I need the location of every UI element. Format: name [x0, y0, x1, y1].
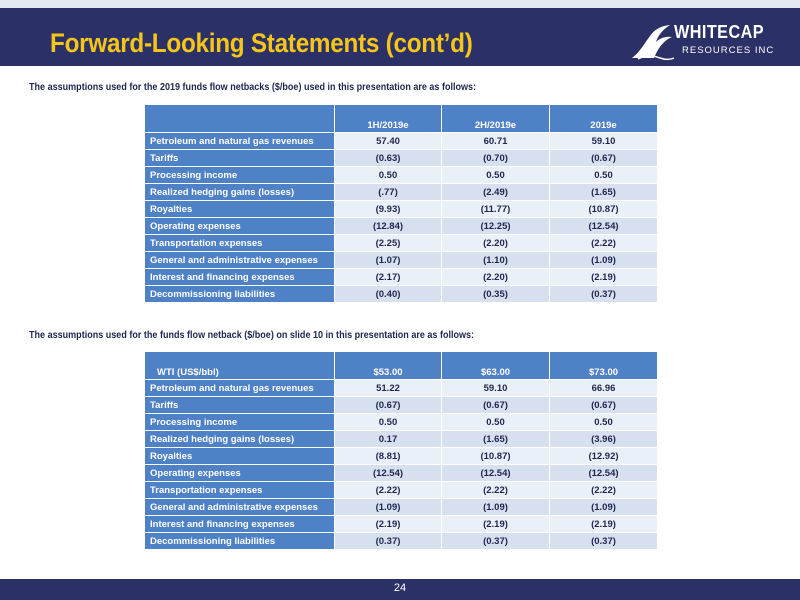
row-label: Interest and financing expenses: [145, 269, 335, 286]
table-row: [145, 516, 658, 533]
value-cell: (0.67): [442, 397, 550, 414]
value-cell: (0.67): [335, 397, 442, 414]
row-label: Processing income: [145, 414, 335, 431]
value-cell: 60.71: [442, 133, 550, 150]
table-row: [145, 184, 658, 201]
whitecap-wave-icon: [630, 22, 676, 62]
table-row: [145, 448, 658, 465]
table2-intro: The assumptions used for the funds flow netback ($/boe) on slide 10 in this presentation are as follows:: [29, 329, 475, 341]
table-row: [145, 252, 658, 269]
value-cell: (12.84): [335, 218, 442, 235]
value-cell: (0.35): [442, 286, 550, 303]
value-cell: (3.96): [550, 431, 658, 448]
row-label: Realized hedging gains (losses): [145, 184, 335, 201]
slide-header: [0, 8, 800, 66]
value-cell: (12.54): [550, 218, 658, 235]
value-cell: (1.65): [442, 431, 550, 448]
row-label: Transportation expenses: [145, 482, 335, 499]
page-number: 24: [393, 582, 407, 594]
table-row: [145, 533, 658, 550]
value-cell: (8.81): [335, 448, 442, 465]
table-row: [145, 286, 658, 303]
header-1h2019e: 1H/2019e: [335, 105, 442, 133]
row-label: General and administrative expenses: [145, 499, 335, 516]
row-label: Transportation expenses: [145, 235, 335, 252]
table-row: [145, 133, 658, 150]
slide-title: Forward-Looking Statements (cont’d): [50, 28, 473, 58]
header-wti-53: $53.00: [335, 352, 442, 380]
value-cell: (10.87): [442, 448, 550, 465]
row-label: Decommissioning liabilities: [145, 286, 335, 303]
row-label: Decommissioning liabilities: [145, 533, 335, 550]
header-2h2019e: 2H/2019e: [442, 105, 550, 133]
value-cell: (1.07): [335, 252, 442, 269]
value-cell: (1.09): [550, 252, 658, 269]
table-row: [145, 465, 658, 482]
logo-subtitle: RESOURCES INC: [682, 45, 775, 56]
table-row: [145, 235, 658, 252]
row-label: Petroleum and natural gas revenues: [145, 380, 335, 397]
header-label-cell: [145, 105, 335, 133]
top-strip: [0, 0, 800, 8]
value-cell: (2.20): [442, 269, 550, 286]
table-row: [145, 167, 658, 184]
value-cell: 0.50: [442, 414, 550, 431]
value-cell: 59.10: [550, 133, 658, 150]
value-cell: (.77): [335, 184, 442, 201]
value-cell: 57.40: [335, 133, 442, 150]
value-cell: (2.22): [335, 482, 442, 499]
table-row: [145, 218, 658, 235]
row-label: Royalties: [145, 448, 335, 465]
value-cell: (2.19): [442, 516, 550, 533]
value-cell: (0.37): [550, 533, 658, 550]
logo-wordmark: WHITECAP: [674, 22, 764, 42]
value-cell: (0.37): [550, 286, 658, 303]
value-cell: (0.67): [550, 150, 658, 167]
value-cell: 66.96: [550, 380, 658, 397]
table-row: [145, 380, 658, 397]
value-cell: (2.22): [550, 235, 658, 252]
value-cell: (2.49): [442, 184, 550, 201]
table-row: [145, 482, 658, 499]
value-cell: 0.50: [550, 414, 658, 431]
value-cell: (2.19): [335, 516, 442, 533]
company-logo: [630, 20, 780, 66]
row-label: Royalties: [145, 201, 335, 218]
table-header-row: [145, 105, 658, 133]
row-label: Tariffs: [145, 397, 335, 414]
value-cell: 0.50: [335, 167, 442, 184]
value-cell: (9.93): [335, 201, 442, 218]
row-label: Tariffs: [145, 150, 335, 167]
netback-2019-table: [144, 104, 658, 303]
header-2019e: 2019e: [550, 105, 658, 133]
table-row: [145, 431, 658, 448]
row-label: Petroleum and natural gas revenues: [145, 133, 335, 150]
header-wti-label: WTI (US$/bbl): [145, 352, 335, 380]
value-cell: (2.25): [335, 235, 442, 252]
value-cell: 59.10: [442, 380, 550, 397]
value-cell: (1.65): [550, 184, 658, 201]
value-cell: 51.22: [335, 380, 442, 397]
value-cell: (2.19): [550, 269, 658, 286]
value-cell: (12.54): [442, 465, 550, 482]
value-cell: (12.54): [550, 465, 658, 482]
value-cell: 0.17: [335, 431, 442, 448]
value-cell: (1.09): [335, 499, 442, 516]
table1-intro: The assumptions used for the 2019 funds flow netbacks ($/boe) used in this presentation are as follows:: [29, 81, 477, 93]
netback-wti-sensitivity-table: [144, 351, 658, 550]
slide-footer: [0, 579, 800, 600]
value-cell: 0.50: [550, 167, 658, 184]
value-cell: (1.09): [442, 499, 550, 516]
table-row: [145, 499, 658, 516]
value-cell: (0.70): [442, 150, 550, 167]
row-label: Operating expenses: [145, 218, 335, 235]
value-cell: (12.54): [335, 465, 442, 482]
row-label: General and administrative expenses: [145, 252, 335, 269]
value-cell: (11.77): [442, 201, 550, 218]
value-cell: (12.25): [442, 218, 550, 235]
header-wti-63: $63.00: [442, 352, 550, 380]
value-cell: (10.87): [550, 201, 658, 218]
value-cell: (2.22): [550, 482, 658, 499]
value-cell: 0.50: [442, 167, 550, 184]
value-cell: (1.09): [550, 499, 658, 516]
table-row: [145, 397, 658, 414]
table-header-row: [145, 352, 658, 380]
row-label: Realized hedging gains (losses): [145, 431, 335, 448]
header-wti-73: $73.00: [550, 352, 658, 380]
value-cell: (2.19): [550, 516, 658, 533]
value-cell: (12.92): [550, 448, 658, 465]
row-label: Operating expenses: [145, 465, 335, 482]
value-cell: (2.17): [335, 269, 442, 286]
value-cell: 0.50: [335, 414, 442, 431]
value-cell: (0.67): [550, 397, 658, 414]
row-label: Interest and financing expenses: [145, 516, 335, 533]
table-row: [145, 201, 658, 218]
table-row: [145, 269, 658, 286]
table-row: [145, 414, 658, 431]
value-cell: (2.20): [442, 235, 550, 252]
value-cell: (1.10): [442, 252, 550, 269]
value-cell: (0.37): [335, 533, 442, 550]
value-cell: (0.37): [442, 533, 550, 550]
table-row: [145, 150, 658, 167]
value-cell: (2.22): [442, 482, 550, 499]
value-cell: (0.63): [335, 150, 442, 167]
row-label: Processing income: [145, 167, 335, 184]
value-cell: (0.40): [335, 286, 442, 303]
